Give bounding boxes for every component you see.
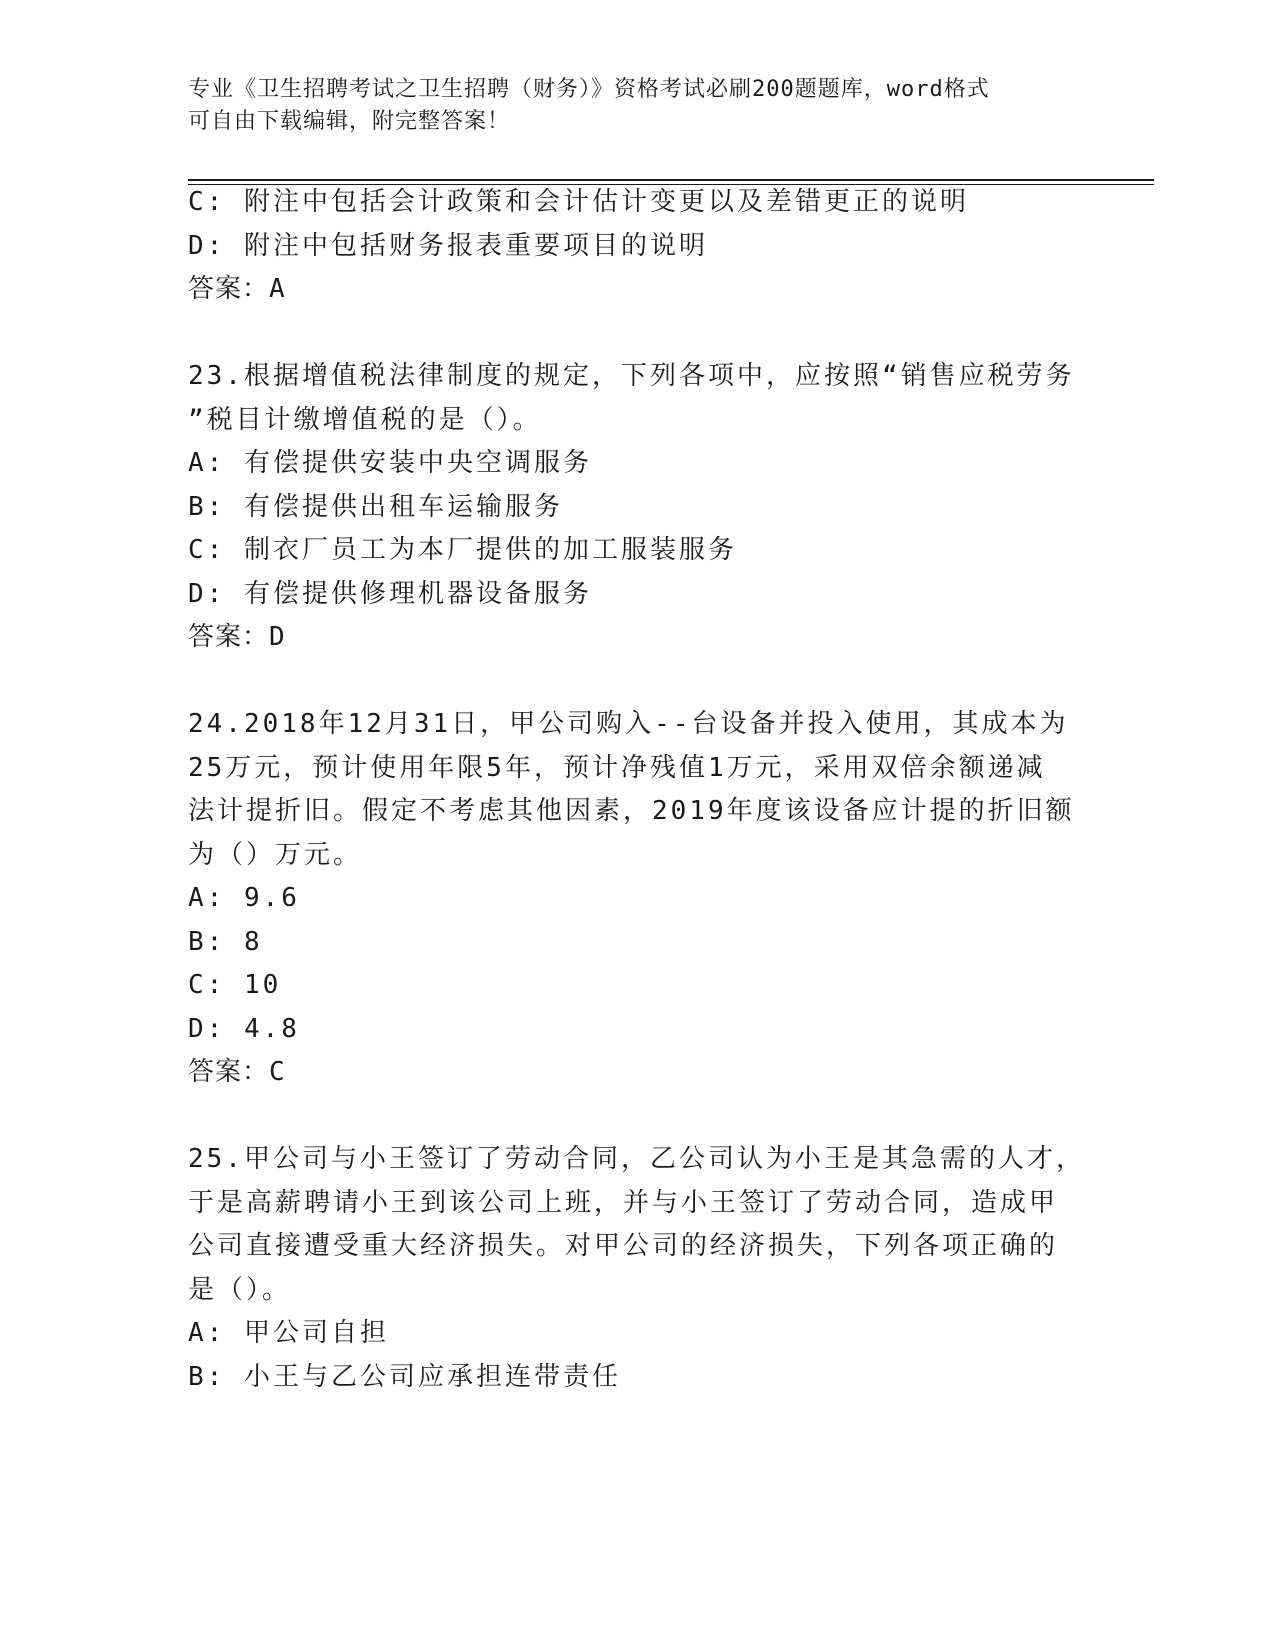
q24-stem-line-1: 24.2018年12月31日，甲公司购入--台设备并投入使用，其成本为 <box>188 709 1069 739</box>
q23-option-c: C: 制衣厂员工为本厂提供的加工服装服务 <box>188 535 737 565</box>
q25-stem-line-4: 是（）。 <box>188 1275 292 1305</box>
q24-option-d: D: 4.8 <box>188 1014 300 1044</box>
q24-answer: 答案：C <box>188 1057 286 1087</box>
q23-answer: 答案：D <box>188 622 286 652</box>
header-title-line-2: 可自由下载编辑，附完整答案！ <box>188 109 511 134</box>
q24-option-c: C: 10 <box>188 970 282 1000</box>
q25-stem-line-2: 于是高薪聘请小王到该公司上班，并与小王签订了劳动合同，造成甲 <box>188 1188 1059 1218</box>
q25-option-a: A: 甲公司自担 <box>188 1318 389 1348</box>
q23-stem-line-1: 23.根据增值税法律制度的规定，下列各项中，应按照“销售应税劳务 <box>188 361 1075 391</box>
q23-option-d: D: 有偿提供修理机器设备服务 <box>188 579 592 609</box>
header-title-line-1: 专业《卫生招聘考试之卫生招聘（财务）》资格考试必刷200题题库，word格式 <box>188 77 990 102</box>
q24-option-b: B: 8 <box>188 927 263 957</box>
q24-option-a: A: 9.6 <box>188 883 300 913</box>
q22-option-d: D: 附注中包括财务报表重要项目的说明 <box>188 231 708 261</box>
q25-stem-line-3: 公司直接遭受重大经济损失。对甲公司的经济损失，下列各项正确的 <box>188 1231 1059 1261</box>
q25-stem-line-1: 25.甲公司与小王签订了劳动合同，乙公司认为小王是其急需的人才， <box>188 1144 1085 1174</box>
q23-option-a: A: 有偿提供安装中央空调服务 <box>188 448 592 478</box>
q24-stem-line-2: 25万元，预计使用年限5年，预计净残值1万元，采用双倍余额递减 <box>188 753 1046 783</box>
document-header <box>188 74 1068 138</box>
q24-stem-line-3: 法计提折旧。假定不考虑其他因素，2019年度该设备应计提的折旧额 <box>188 796 1075 826</box>
q23-stem-line-2: ”税目计缴增值税的是（）。 <box>188 405 542 435</box>
q25-option-b: B: 小王与乙公司应承担连带责任 <box>188 1362 621 1392</box>
header-divider-thick <box>188 179 1154 181</box>
q23-option-b: B: 有偿提供出租车运输服务 <box>188 492 563 522</box>
q24-stem-line-4: 为（）万元。 <box>188 840 363 870</box>
q22-option-c: C: 附注中包括会计政策和会计估计变更以及差错更正的说明 <box>188 187 969 217</box>
q22-answer: 答案：A <box>188 274 286 304</box>
